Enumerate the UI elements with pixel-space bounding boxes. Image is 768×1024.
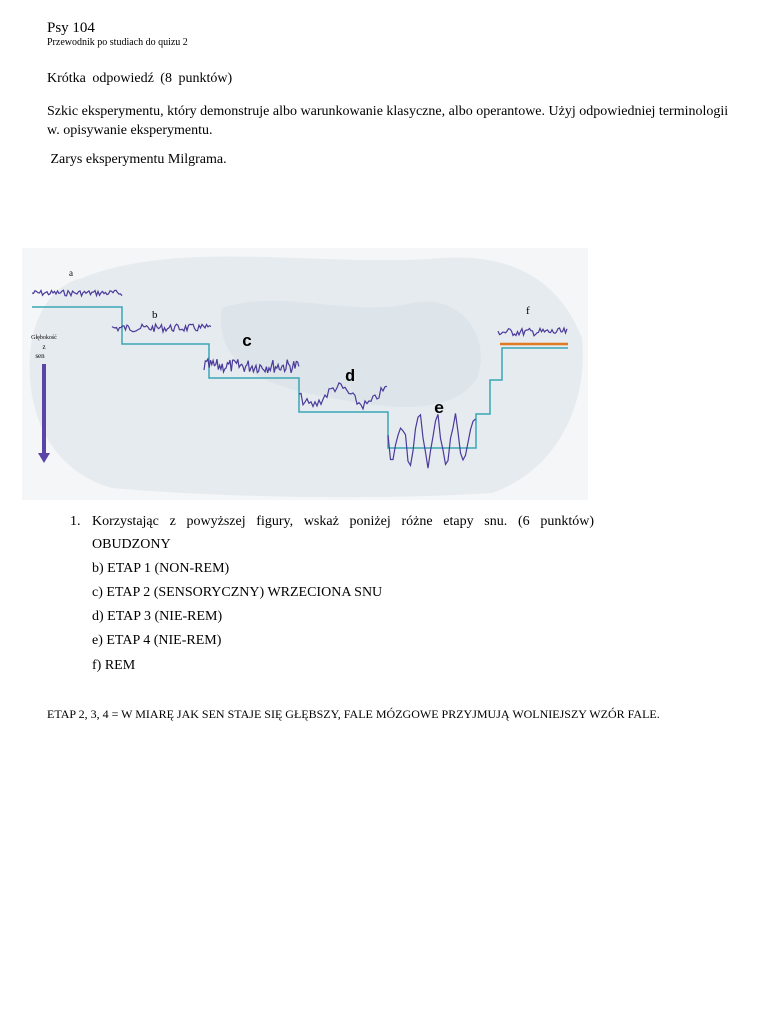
background-blot (22, 248, 588, 500)
answer-stage-2: c) ETAP 2 (SENSORYCZNY) WRZECIONA SNU (92, 585, 383, 600)
answer-stage-3: d) ETAP 3 (NIE-REM) (92, 609, 223, 624)
section-heading: Krótka odpowiedź (8 punktów) (47, 71, 233, 86)
question-number: 1. (70, 514, 81, 529)
question-text: Korzystając z powyższej figury, wskaż poniżej różne etapy snu. (6 punktów) (92, 514, 594, 529)
prompt-milgram: Zarys eksperymentu Milgrama. (47, 152, 227, 167)
depth-label-line-3: sen (35, 352, 45, 360)
answer-rem: f) REM (92, 658, 136, 673)
sleep-stages-figure (22, 248, 588, 500)
depth-label-line-1: Głębokość (31, 335, 57, 341)
stage-label-b: b (152, 309, 158, 321)
stage-label-c: c (242, 333, 253, 352)
stage-label-a: a (69, 268, 73, 278)
stage-label-f: f (526, 305, 530, 317)
course-subtitle: Przewodnik po studiach do quizu 2 (47, 37, 188, 48)
depth-label-line-2: z (42, 343, 46, 351)
answer-stage-4: e) ETAP 4 (NIE-REM) (92, 633, 222, 648)
course-title: Psy 104 (47, 20, 95, 36)
answer-awake: OBUDZONY (92, 537, 171, 552)
prompt-classical-operant: Szkic eksperymentu, który demonstruje albo warunkowanie klasyczne, albo operantowe. Użyj odpowiedniej terminologii w. opisywanie eksperymentu. (47, 104, 729, 138)
stage-label-e: e (434, 400, 445, 419)
footer-note: ETAP 2, 3, 4 = W MIARĘ JAK SEN STAJE SIĘ GŁĘBSZY, FALE MÓZGOWE PRZYJMUJĄ WOLNIEJSZY WZÓR FALE. (47, 707, 660, 721)
stage-label-d: d (345, 368, 356, 387)
answer-stage-1: b) ETAP 1 (NON-REM) (92, 561, 230, 576)
